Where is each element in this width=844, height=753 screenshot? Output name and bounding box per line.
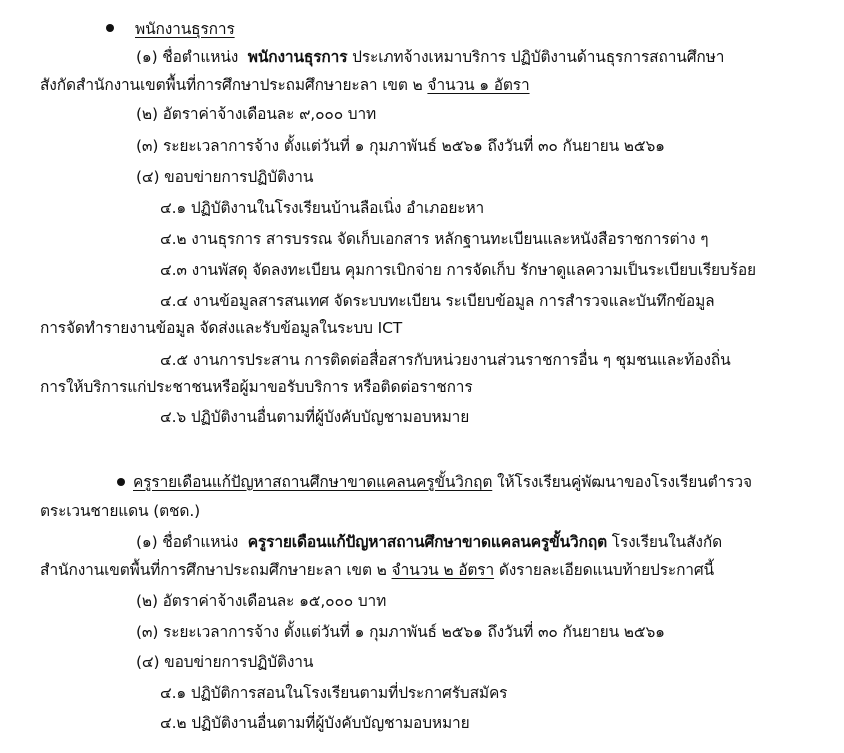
section1-duty-5b: การให้บริการแก่ประชาชนหรือผู้มาขอรับบริการ หรือติดต่อราชการ bbox=[40, 378, 473, 396]
section1-salary: (๒) อัตราค่าจ้างเดือนละ ๙,๐๐๐ บาท bbox=[136, 105, 377, 123]
section1-position-desc: ประเภทจ้างเหมาบริการ ปฏิบัติงานด้านธุรการสถานศึกษา bbox=[352, 48, 725, 66]
section2-position-desc: โรงเรียนในสังกัด bbox=[611, 533, 722, 551]
section1-duty-4b: การจัดทำรายงานข้อมูล จัดส่งและรับข้อมูลในระบบ ICT bbox=[40, 319, 403, 337]
section2-position-title: ครูรายเดือนแก้ปัญหาสถานศึกษาขาดแคลนครูขั้นวิกฤต bbox=[247, 533, 607, 551]
section1-duty-3: ๔.๓ งานพัสดุ จัดลงทะเบียน คุมการเบิกจ่าย การจัดเก็บ รักษาดูแลความเป็นระเบียบเรียบร้อย bbox=[160, 261, 756, 279]
section1-duty-5a: ๔.๕ งานการประสาน การติดต่อสื่อสารกับหน่วยงานส่วนราชการอื่น ๆ ชุมชนและท้องถิ่น bbox=[160, 351, 731, 369]
section2-position-label: (๑) ชื่อตำแหน่ง bbox=[136, 533, 239, 551]
section2-duty-1: ๔.๑ ปฏิบัติการสอนในโรงเรียนตามที่ประกาศรับสมัคร bbox=[160, 684, 508, 702]
section2-duty-2: ๔.๒ ปฏิบัติงานอื่นตามที่ผู้บังคับบัญชามอบหมาย bbox=[160, 714, 470, 732]
section2-period: (๓) ระยะเวลาการจ้าง ตั้งแต่วันที่ ๑ กุมภาพันธ์ ๒๕๖๑ ถึงวันที่ ๓๐ กันยายน ๒๕๖๑ bbox=[136, 623, 665, 641]
section2-position-line2 bbox=[40, 560, 714, 580]
section2-heading-line2: ตระเวนชายแดน (ตชด.) bbox=[40, 502, 201, 520]
section1-period: (๓) ระยะเวลาการจ้าง ตั้งแต่วันที่ ๑ กุมภาพันธ์ ๒๕๖๑ ถึงวันที่ ๓๐ กันยายน ๒๕๖๑ bbox=[136, 137, 665, 155]
section2-heading-rest: ให้โรงเรียนคู่พัฒนาของโรงเรียนตำรวจ bbox=[497, 473, 752, 491]
section2-scope-label: (๔) ขอบข่ายการปฏิบัติงาน bbox=[136, 653, 314, 671]
section2-heading: ครูรายเดือนแก้ปัญหาสถานศึกษาขาดแคลนครูขั้นวิกฤต bbox=[133, 473, 493, 491]
section1-position-title: พนักงานธุรการ bbox=[247, 48, 348, 66]
section2-count: จำนวน ๒ อัตรา bbox=[391, 561, 495, 579]
section1-duty-2: ๔.๒ งานธุรการ สารบรรณ จัดเก็บเอกสาร หลักฐานทะเบียนและหนังสือราชการต่าง ๆ bbox=[160, 230, 709, 248]
section2-salary: (๒) อัตราค่าจ้างเดือนละ ๑๕,๐๐๐ บาท bbox=[136, 592, 387, 610]
bullet-icon bbox=[117, 478, 125, 486]
section1-scope-label: (๔) ขอบข่ายการปฏิบัติงาน bbox=[136, 168, 314, 186]
section1-affiliation: สังกัดสำนักงานเขตพื้นที่การศึกษาประถมศึกษายะลา เขต ๒ bbox=[40, 76, 423, 94]
section1-position-label: (๑) ชื่อตำแหน่ง bbox=[136, 48, 239, 66]
section1-heading: พนักงานธุรการ bbox=[135, 20, 235, 38]
section2-position-line bbox=[136, 532, 722, 552]
section1-count: จำนวน ๑ อัตรา bbox=[427, 76, 530, 94]
section1-duty-4a: ๔.๔ งานข้อมูลสารสนเทศ จัดระบบทะเบียน ระเบียบข้อมูล การสำรวจและบันทึกข้อมูล bbox=[160, 292, 715, 310]
section2-heading-line bbox=[133, 472, 752, 492]
section2-affiliation: สำนักงานเขตพื้นที่การศึกษาประถมศึกษายะลา เขต ๒ bbox=[40, 561, 387, 579]
section1-duty-6: ๔.๖ ปฏิบัติงานอื่นตามที่ผู้บังคับบัญชามอบหมาย bbox=[160, 408, 470, 426]
bullet-icon bbox=[106, 24, 114, 32]
section1-position-line bbox=[136, 47, 724, 67]
section2-affiliation-rest: ดังรายละเอียดแนบท้ายประกาศนี้ bbox=[498, 561, 714, 579]
section1-position-line2 bbox=[40, 75, 530, 95]
section1-duty-1: ๔.๑ ปฏิบัติงานในโรงเรียนบ้านลือเนิ่ง อำเภอยะหา bbox=[160, 199, 485, 217]
